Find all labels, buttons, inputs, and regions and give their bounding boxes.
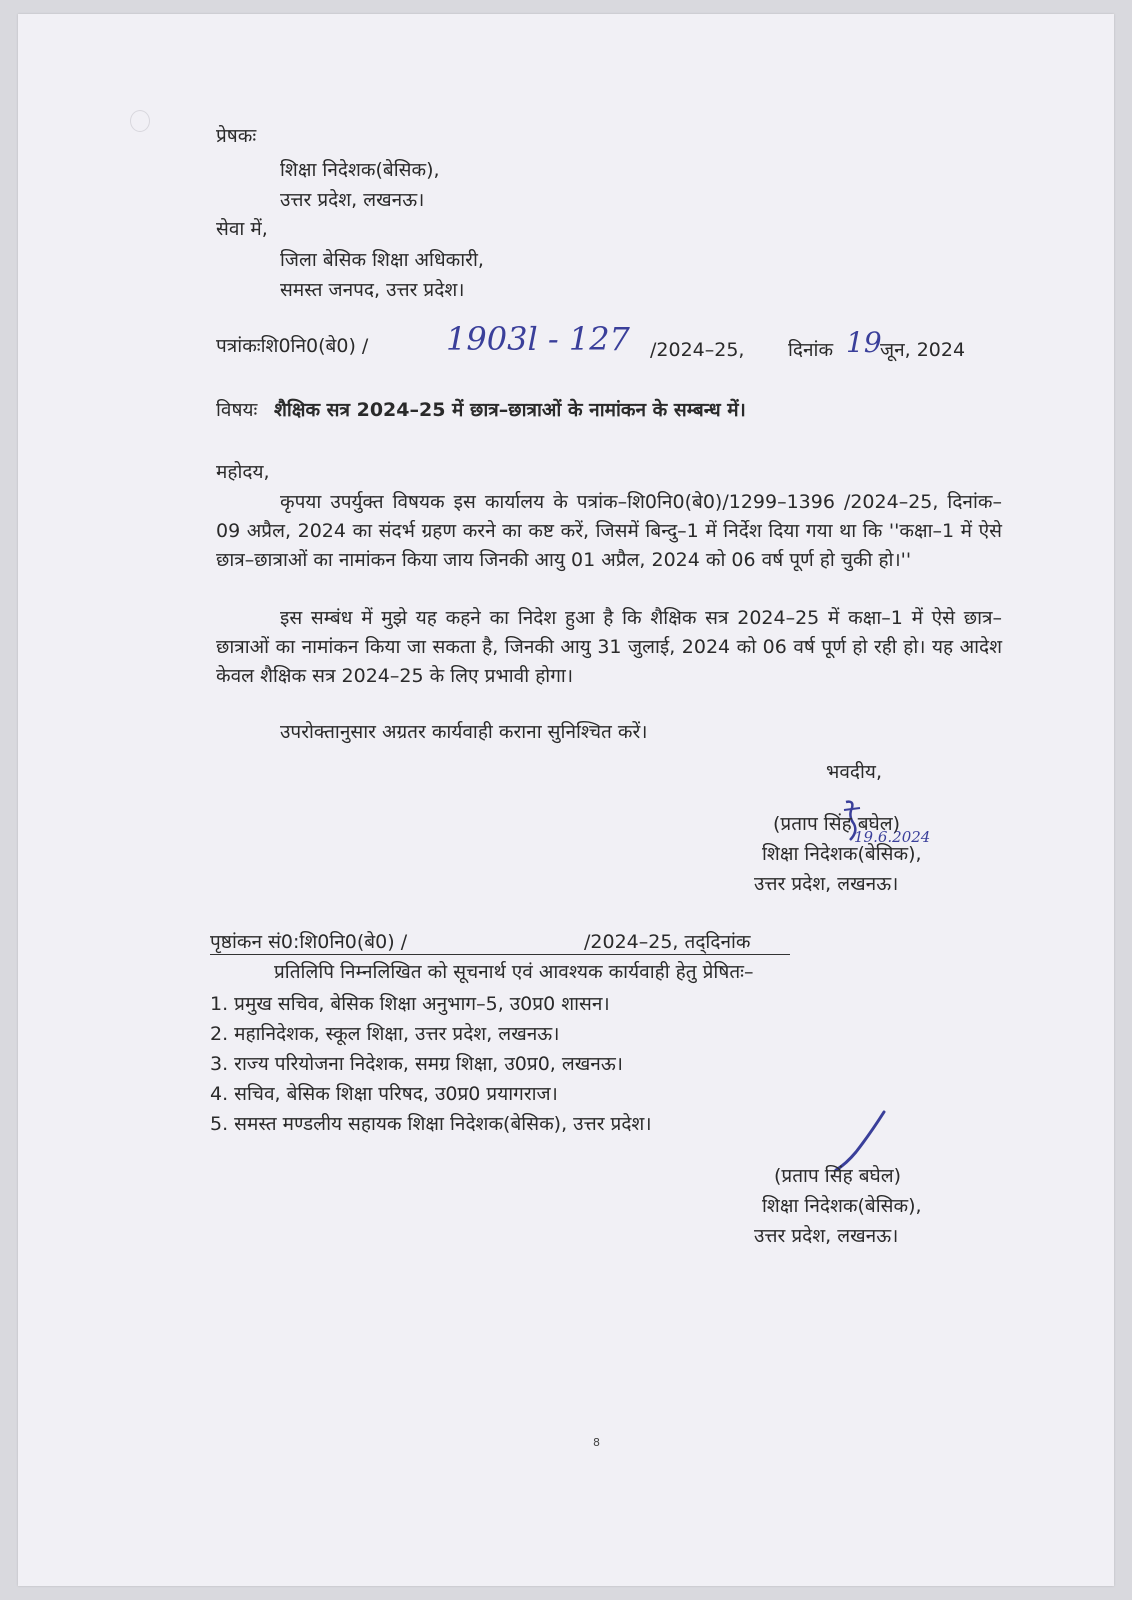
subject-label: विषयः — [216, 399, 258, 421]
reference-year: /2024–25, — [650, 339, 745, 361]
signature-1-designation: शिक्षा निदेशक(बेसिक), — [762, 843, 922, 865]
signature-2-designation: शिक्षा निदेशक(बेसिक), — [762, 1195, 922, 1217]
sender-label: प्रेषकः — [216, 125, 257, 147]
body-paragraph-1: कृपया उपर्युक्त विषयक इस कार्यालय के पत्रांक–शि0नि0(बे0)/1299–1396 /2024–25, दिनांक–09 अप्रैल, 2024 का संदर्भ ग्रहण करने का कष्ट करें, जिसमें बिन्दु–1 में निर्देश दिया गया था कि ''कक्षा–1 में ऐसे छात्र–छात्राओं का नामांकन किया जाय जिनकी आयु 01 अप्रैल, 2024 को 06 वर्ष पूर्ण हो चुकी हो।'' — [216, 491, 1002, 571]
endorsement-intro: प्रतिलिपि निम्नलिखित को सूचनार्थ एवं आवश्यक कार्यवाही हेतु प्रेषितः– — [274, 961, 754, 983]
list-item: 3. राज्य परियोजना निदेशक, समग्र शिक्षा, उ0प्र0, लखनऊ। — [210, 1053, 623, 1075]
salutation: महोदय, — [216, 461, 270, 483]
signature-1-place: उत्तर प्रदेश, लखनऊ। — [754, 873, 899, 895]
sender-line1: शिक्षा निदेशक(बेसिक), — [280, 159, 440, 181]
endorsement-prefix: पृष्ठांकन सं0:शि0नि0(बे0) / — [210, 931, 408, 953]
list-item: 5. समस्त मण्डलीय सहायक शिक्षा निदेशक(बेसिक), उत्तर प्रदेश। — [210, 1113, 652, 1135]
recipient-label: सेवा में, — [216, 218, 268, 240]
reference-prefix: पत्रांकःशि0नि0(बे0) / — [216, 335, 369, 357]
closing: भवदीय, — [826, 761, 882, 783]
page-number: 8 — [593, 1436, 600, 1449]
subject-text: शैक्षिक सत्र 2024–25 में छात्र–छात्राओं के नामांकन के सम्बन्ध में। — [274, 399, 746, 421]
sender-line2: उत्तर प्रदेश, लखनऊ। — [280, 189, 425, 211]
recipient-line2: समस्त जनपद, उत्तर प्रदेश। — [280, 279, 465, 301]
signature-2-place: उत्तर प्रदेश, लखनऊ। — [754, 1225, 899, 1247]
list-item: 4. सचिव, बेसिक शिक्षा परिषद, उ0प्र0 प्रयागराज। — [210, 1083, 558, 1105]
punch-hole-mark — [130, 110, 150, 132]
body-paragraph-3: उपरोक्तानुसार अग्रतर कार्यवाही कराना सुनिश्चित करें। — [280, 721, 648, 743]
list-item: 2. महानिदेशक, स्कूल शिक्षा, उत्तर प्रदेश, लखनऊ। — [210, 1023, 560, 1045]
copy-recipients-list — [210, 989, 652, 1139]
signature-1-name: (प्रताप सिंह बघेल) — [773, 813, 901, 835]
signature-2-name: (प्रताप सिंह बघेल) — [774, 1165, 902, 1187]
handwritten-date-day: 19 — [846, 326, 882, 359]
reference-date-label: दिनांक — [788, 339, 834, 361]
recipient-line1: जिला बेसिक शिक्षा अधिकारी, — [280, 249, 484, 271]
reference-date-rest: जून, 2024 — [880, 339, 966, 361]
handwritten-dispatch-number: 1903l - 127 — [446, 320, 630, 358]
letter-page — [18, 14, 1114, 1586]
endorsement-suffix: /2024–25, तद्‌दिनांक — [584, 931, 751, 953]
body-paragraph-2: इस सम्बंध में मुझे यह कहने का निदेश हुआ है कि शैक्षिक सत्र 2024–25 में कक्षा–1 में ऐसे छात्र–छात्राओं का नामांकन किया जा सकता है, जिनकी आयु 31 जुलाई, 2024 को 06 वर्ष पूर्ण हो रही हो। यह आदेश केवल शैक्षिक सत्र 2024–25 के लिए प्रभावी होगा। — [216, 607, 1002, 687]
signature-1-handwritten-date: 19.6.2024 — [854, 828, 931, 846]
list-item: 1. प्रमुख सचिव, बेसिक शिक्षा अनुभाग–5, उ0प्र0 शासन। — [210, 993, 610, 1015]
